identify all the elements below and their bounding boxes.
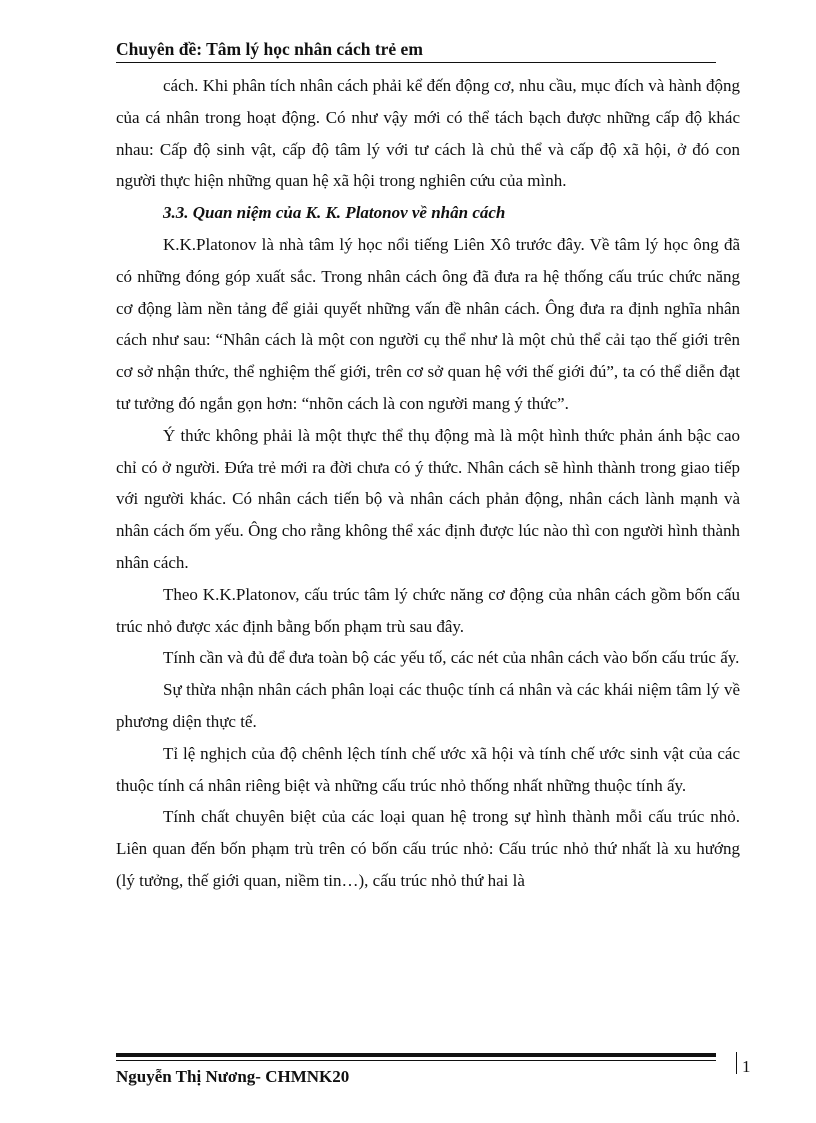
page-number-divider	[736, 1052, 737, 1074]
header-divider	[116, 62, 716, 63]
document-body	[116, 70, 740, 897]
footer-author: Nguyễn Thị Nương- CHMNK20	[116, 1067, 350, 1086]
page-header-title: Chuyên đề: Tâm lý học nhân cách trẻ em	[116, 39, 423, 59]
paragraph-criterion-4: Tính chất chuyên biệt của các loại quan hệ trong sự hình thành mỗi cấu trúc nhỏ. Liên quan đến bốn phạm trù trên có bốn cấu trúc nhỏ: Cấu trúc nhỏ thứ nhất là xu hướng (lý tưởng, thế giới quan, niềm tin…), cấu trúc nhỏ thứ hai là	[116, 807, 740, 890]
paragraph-platonov-intro: K.K.Platonov là nhà tâm lý học nổi tiếng Liên Xô trước đây. Về tâm lý học ông đã có những đóng góp xuất sắc. Trong nhân cách ông đã đưa ra hệ thống cấu trúc chức năng cơ động làm nền tảng để giải quyết những vấn đề nhân cách. Ông đưa ra định nghĩa nhân cách như sau: “Nhân cách là một con người cụ thể như là một chủ thể cải tạo thế giới trên cơ sở nhận thức, thể nghiệm thế giới, trên cơ sở quan hệ với thế giới đú”, ta có thể diễn đạt tư tưởng đó ngắn gọn hơn: “nhõn cách là con người mang ý thức”.	[116, 234, 740, 413]
paragraph-consciousness: Ý thức không phải là một thực thể thụ động mà là một hình thức phản ánh bậc cao chỉ có ở người. Đứa trẻ mới ra đời chưa có ý thức. Nhân cách sẽ hình thành trong giao tiếp với người khác. Có nhân cách tiến bộ và nhân cách phản động, nhân cách lành mạnh và nhân cách ốm yếu. Ông cho rằng không thể xác định được lúc nào thì con người hình thành nhân cách.	[116, 425, 740, 572]
paragraph-continuation: cách. Khi phân tích nhân cách phải kể đến động cơ, nhu cầu, mục đích và hành động của cá nhân trong hoạt động. Có như vậy mới có thể tách bạch được những cấp độ khác nhau: Cấp độ sinh vật, cấp độ tâm lý với tư cách là chủ thể và cấp độ xã hội, ở đó con người thực hiện những quan hệ xã hội trong nghiên cứu của mình.	[116, 76, 740, 191]
paragraph-structure: Theo K.K.Platonov, cấu trúc tâm lý chức năng cơ động của nhân cách gồm bốn cấu trúc nhỏ được xác định bằng bốn phạm trù sau đây.	[116, 584, 740, 636]
footer-divider-thick	[116, 1053, 716, 1057]
footer-divider-thin	[116, 1060, 716, 1061]
page-number: 1	[742, 1057, 751, 1076]
paragraph-criterion-3: Tỉ lệ nghịch của độ chênh lệch tính chế ước xã hội và tính chế ước sinh vật của các thuộc tính cá nhân riêng biệt và những cấu trúc nhỏ thống nhất những thuộc tính ấy.	[116, 743, 740, 795]
paragraph-criterion-1: Tính cần và đủ để đưa toàn bộ các yếu tố, các nét của nhân cách vào bốn cấu trúc ấy.	[163, 648, 740, 668]
section-heading: 3.3. Quan niệm của K. K. Platonov về nhân cách	[163, 203, 506, 223]
paragraph-criterion-2: Sự thừa nhận nhân cách phân loại các thuộc tính cá nhân và các khái niệm tâm lý về phương diện thực tế.	[116, 680, 740, 731]
